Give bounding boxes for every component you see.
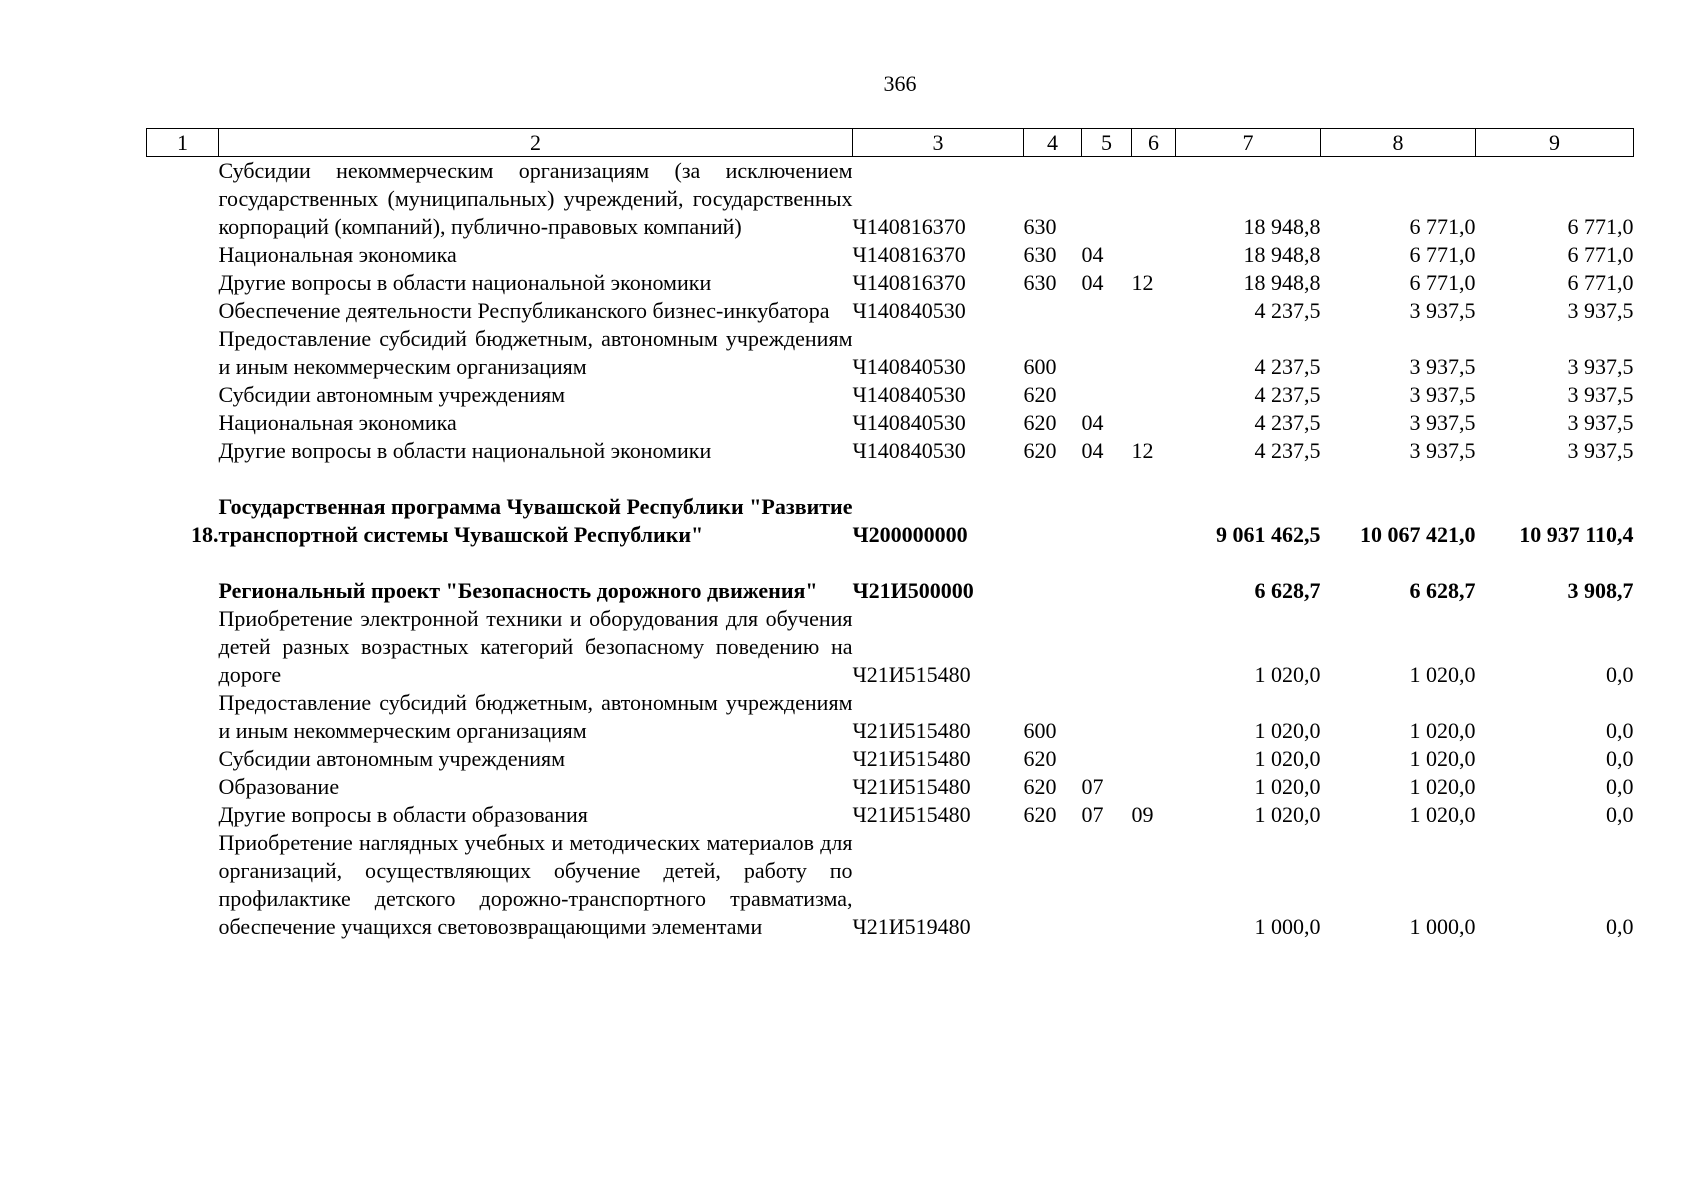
amount-col-9: 3 937,5 [1567,438,1634,463]
amount-col-9: 3 937,5 [1567,354,1634,379]
amount-col-9: 3 937,5 [1567,382,1634,407]
target-article-code: Ч21И515480 [852,774,971,799]
section-code: 07 [1081,774,1104,799]
row-name: Приобретение наглядных учебных и методических материалов для организаций, осуществляющих обучение детей, работу по профилактике детского дорожно-транспортного травматизма, обеспечение учащихся световозвращающими элементами [218,830,853,939]
column-header: 5 [1082,129,1132,157]
section-code [1082,157,1132,242]
row-name: Национальная экономика [218,242,457,267]
table-row [147,605,1634,689]
row-name: Обеспечение деятельности Республиканского бизнес-инкубатора [218,298,830,323]
row-number [147,325,219,381]
table-row [147,409,1634,437]
table-row [147,381,1634,409]
row-spacer [147,465,1634,493]
amount-col-7: 1 020,0 [1254,662,1321,687]
target-article-code: Ч200000000 [852,522,968,547]
section-code [1082,577,1132,605]
target-article-code: Ч21И515480 [852,662,971,687]
amount-col-9: 3 937,5 [1567,410,1634,435]
row-number [147,577,219,605]
amount-col-7: 6 628,7 [1254,578,1321,603]
expense-type-code: 630 [1023,214,1057,239]
row-number [147,409,219,437]
amount-col-8: 6 628,7 [1409,578,1476,603]
amount-col-8: 10 067 421,0 [1360,522,1476,547]
target-article-code: Ч140840530 [852,438,966,463]
amount-col-7: 9 061 462,5 [1216,522,1321,547]
column-header: 7 [1176,129,1321,157]
amount-col-8: 1 000,0 [1409,914,1476,939]
amount-col-8: 1 020,0 [1409,662,1476,687]
column-header: 6 [1132,129,1176,157]
target-article-code: Ч140840530 [852,382,966,407]
section-code [1082,689,1132,745]
table-row [147,493,1634,549]
subsection-code [1132,689,1176,745]
section-code [1082,493,1132,549]
row-name: Государственная программа Чувашской Республики "Развитие транспортной системы Чувашской Республики" [218,494,853,547]
amount-col-9: 0,0 [1606,914,1634,939]
amount-col-8: 3 937,5 [1409,438,1476,463]
subsection-code: 12 [1131,438,1154,463]
table-row [147,241,1634,269]
row-number [147,689,219,745]
amount-col-7: 18 948,8 [1243,214,1321,239]
amount-col-7: 1 000,0 [1254,914,1321,939]
target-article-code: Ч140816370 [852,242,966,267]
row-name: Предоставление субсидий бюджетным, автономным учреждениям и иным некоммерческим организациям [218,326,853,379]
row-number [147,773,219,801]
amount-col-7: 1 020,0 [1254,718,1321,743]
amount-col-8: 1 020,0 [1409,746,1476,771]
row-number [147,437,219,465]
section-code: 04 [1081,438,1104,463]
table-row [147,801,1634,829]
row-name: Национальная экономика [218,410,457,435]
target-article-code: Ч140816370 [852,270,966,295]
column-number-header [147,129,1634,157]
row-name: Субсидии некоммерческим организациям (за исключением государственных (муниципальных) учреждений, государственных корпораций (компаний), публично-правовых компаний) [218,158,853,239]
amount-col-7: 4 237,5 [1254,438,1321,463]
row-name: Другие вопросы в области национальной экономики [218,438,712,463]
amount-col-7: 18 948,8 [1243,242,1321,267]
amount-col-9: 0,0 [1606,746,1634,771]
column-header: 3 [853,129,1024,157]
section-code [1082,325,1132,381]
row-number [147,241,219,269]
table-row [147,689,1634,745]
subsection-code [1132,605,1176,689]
amount-col-8: 3 937,5 [1409,382,1476,407]
amount-col-7: 4 237,5 [1254,410,1321,435]
target-article-code: Ч140840530 [852,298,966,323]
row-name: Образование [218,774,340,799]
row-spacer [147,549,1634,577]
expense-type-code: 620 [1023,746,1057,771]
amount-col-8: 3 937,5 [1409,354,1476,379]
section-code: 04 [1081,270,1104,295]
expense-type-code: 620 [1023,802,1057,827]
subsection-code: 09 [1131,802,1154,827]
amount-col-9: 6 771,0 [1567,242,1634,267]
column-header: 8 [1321,129,1476,157]
expense-type-code: 630 [1023,270,1057,295]
expense-type-code: 630 [1023,242,1057,267]
amount-col-8: 6 771,0 [1409,270,1476,295]
section-code: 04 [1081,242,1104,267]
row-name: Субсидии автономным учреждениям [218,746,566,771]
row-number [147,297,219,325]
amount-col-9: 3 937,5 [1567,298,1634,323]
target-article-code: Ч21И519480 [852,914,971,939]
table-row [147,577,1634,605]
amount-col-7: 1 020,0 [1254,774,1321,799]
row-number [147,801,219,829]
row-name: Предоставление субсидий бюджетным, автономным учреждениям и иным некоммерческим организациям [218,690,853,743]
target-article-code: Ч140816370 [852,214,966,239]
subsection-code [1132,493,1176,549]
amount-col-8: 3 937,5 [1409,298,1476,323]
target-article-code: Ч21И500000 [852,578,974,603]
amount-col-8: 1 020,0 [1409,802,1476,827]
target-article-code: Ч21И515480 [852,802,971,827]
expense-type-code [1024,829,1082,941]
expense-type-code [1024,605,1082,689]
row-name: Региональный проект "Безопасность дорожного движения" [218,578,818,603]
column-header: 9 [1476,129,1634,157]
amount-col-7: 1 020,0 [1254,746,1321,771]
row-number [147,605,219,689]
amount-col-7: 4 237,5 [1254,298,1321,323]
table-body [147,157,1634,942]
column-header: 4 [1024,129,1082,157]
subsection-code [1132,745,1176,773]
table-row [147,325,1634,381]
row-number [147,381,219,409]
expense-type-code: 600 [1023,354,1057,379]
row-number [147,157,219,242]
subsection-code [1132,325,1176,381]
amount-col-8: 3 937,5 [1409,410,1476,435]
subsection-code [1132,409,1176,437]
target-article-code: Ч140840530 [852,354,966,379]
section-code [1082,381,1132,409]
amount-col-9: 6 771,0 [1567,270,1634,295]
amount-col-7: 4 237,5 [1254,354,1321,379]
amount-col-7: 18 948,8 [1243,270,1321,295]
section-code: 04 [1081,410,1104,435]
amount-col-8: 1 020,0 [1409,718,1476,743]
column-header: 1 [147,129,219,157]
expense-type-code: 620 [1023,774,1057,799]
table-row [147,269,1634,297]
expense-type-code: 620 [1023,382,1057,407]
amount-col-9: 0,0 [1606,662,1634,687]
amount-col-8: 1 020,0 [1409,774,1476,799]
subsection-code [1132,829,1176,941]
amount-col-7: 4 237,5 [1254,382,1321,407]
row-number [147,745,219,773]
table-row [147,745,1634,773]
target-article-code: Ч140840530 [852,410,966,435]
amount-col-9: 10 937 110,4 [1519,522,1634,547]
amount-col-9: 0,0 [1606,802,1634,827]
expense-type-code [1024,493,1082,549]
expense-type-code [1024,297,1082,325]
section-code [1082,745,1132,773]
amount-col-7: 1 020,0 [1254,802,1321,827]
expense-type-code [1024,577,1082,605]
subsection-code [1132,157,1176,242]
amount-col-9: 6 771,0 [1567,214,1634,239]
column-header: 2 [219,129,853,157]
row-name: Приобретение электронной техники и оборудования для обучения детей разных возрастных категорий безопасному поведению на дороге [218,606,853,687]
expense-type-code: 600 [1023,718,1057,743]
table-row [147,437,1634,465]
table-row [147,829,1634,941]
row-number: 18. [191,522,219,547]
table-row [147,297,1634,325]
subsection-code [1132,381,1176,409]
table-row [147,157,1634,242]
amount-col-9: 0,0 [1606,718,1634,743]
section-code [1082,829,1132,941]
row-number [147,829,219,941]
subsection-code: 12 [1131,270,1154,295]
row-name: Субсидии автономным учреждениям [218,382,566,407]
amount-col-9: 0,0 [1606,774,1634,799]
target-article-code: Ч21И515480 [852,746,971,771]
subsection-code [1132,773,1176,801]
row-number [147,269,219,297]
amount-col-9: 3 908,7 [1567,578,1634,603]
table-row [147,773,1634,801]
subsection-code [1132,577,1176,605]
section-code: 07 [1081,802,1104,827]
subsection-code [1132,241,1176,269]
amount-col-8: 6 771,0 [1409,214,1476,239]
target-article-code: Ч21И515480 [852,718,971,743]
subsection-code [1132,297,1176,325]
section-code [1082,297,1132,325]
expense-type-code: 620 [1023,410,1057,435]
section-code [1082,605,1132,689]
amount-col-8: 6 771,0 [1409,242,1476,267]
expense-type-code: 620 [1023,438,1057,463]
row-name: Другие вопросы в области национальной экономики [218,270,712,295]
budget-table [146,128,1634,941]
page-number: 366 [883,71,917,96]
row-name: Другие вопросы в области образования [218,802,588,827]
